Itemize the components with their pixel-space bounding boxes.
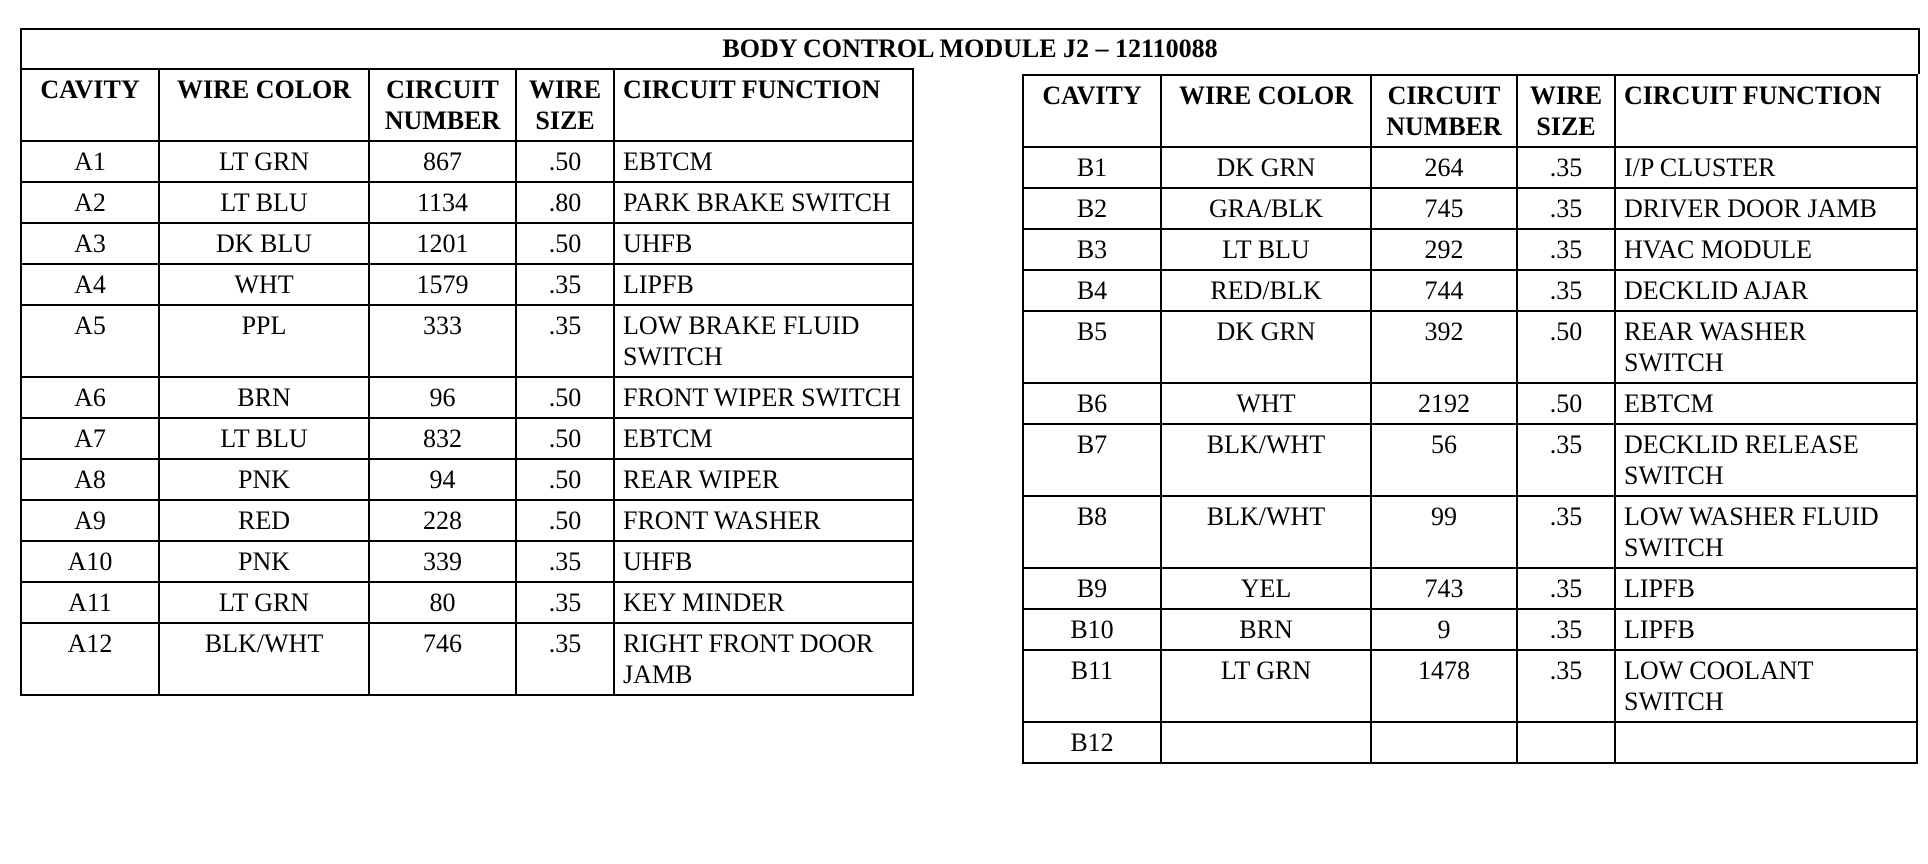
header-row [21, 69, 913, 141]
cavity-cell: A7 [21, 418, 159, 459]
wire-size-cell: .35 [1517, 650, 1615, 722]
circuit-number-cell: 333 [369, 305, 516, 377]
cavity-cell: A5 [21, 305, 159, 377]
wire-color-cell: BRN [159, 377, 369, 418]
table-row [21, 182, 913, 223]
circuit-function-cell: DRIVER DOOR JAMB [1615, 188, 1917, 229]
circuit-number-cell: 1201 [369, 223, 516, 264]
table-b-body [1023, 147, 1917, 763]
circuit-function-cell: HVAC MODULE [1615, 229, 1917, 270]
circuit-number-cell: 1579 [369, 264, 516, 305]
wire-size-cell: .35 [516, 305, 614, 377]
table-row [21, 418, 913, 459]
wire-color-cell: BLK/WHT [1161, 496, 1371, 568]
circuit-function-cell: LOW COOLANT SWITCH [1615, 650, 1917, 722]
circuit-function-cell: LOW WASHER FLUID SWITCH [1615, 496, 1917, 568]
circuit-number-cell: 94 [369, 459, 516, 500]
wire-size-cell: .35 [1517, 188, 1615, 229]
header-wire-size [1517, 75, 1615, 147]
circuit-function-cell [1615, 722, 1917, 763]
cavity-cell: A10 [21, 541, 159, 582]
header-circuit-function: CIRCUIT FUNCTION [1615, 75, 1917, 147]
circuit-number-cell: 1134 [369, 182, 516, 223]
header-circuit-function: CIRCUIT FUNCTION [614, 69, 913, 141]
wire-color-cell [1161, 722, 1371, 763]
header-wire-size [516, 69, 614, 141]
circuit-number-cell: 56 [1371, 424, 1517, 496]
circuit-number-cell: 867 [369, 141, 516, 182]
wire-color-cell: GRA/BLK [1161, 188, 1371, 229]
cavity-cell: A11 [21, 582, 159, 623]
cavity-cell: B6 [1023, 383, 1161, 424]
wire-color-cell: LT GRN [159, 141, 369, 182]
wire-table-b [1022, 74, 1918, 764]
table-a-body [21, 141, 913, 695]
header-cavity: CAVITY [21, 69, 159, 141]
wire-size-cell: .50 [516, 377, 614, 418]
header-circuit-number-line1: CIRCUIT [1387, 81, 1501, 110]
circuit-number-cell: 743 [1371, 568, 1517, 609]
header-wire-size-line1: WIRE [1529, 81, 1603, 110]
wire-size-cell: .35 [1517, 270, 1615, 311]
header-wire-size-line1: WIRE [528, 75, 602, 104]
wire-size-cell: .35 [1517, 147, 1615, 188]
table-row [21, 582, 913, 623]
header-wire-size-line2: SIZE [535, 106, 595, 135]
cavity-cell: B8 [1023, 496, 1161, 568]
wire-size-cell: .35 [1517, 229, 1615, 270]
table-row [1023, 311, 1917, 383]
wire-size-cell: .35 [1517, 496, 1615, 568]
cavity-cell: B1 [1023, 147, 1161, 188]
header-cavity: CAVITY [1023, 75, 1161, 147]
wire-color-cell: DK GRN [1161, 311, 1371, 383]
table-row [1023, 188, 1917, 229]
cavity-cell: B4 [1023, 270, 1161, 311]
table-title: BODY CONTROL MODULE J2 – 12110088 [20, 28, 1920, 68]
cavity-cell: B3 [1023, 229, 1161, 270]
table-row [1023, 650, 1917, 722]
circuit-function-cell: FRONT WASHER [614, 500, 913, 541]
frame-right-edge [1918, 28, 1920, 74]
wire-color-cell: RED [159, 500, 369, 541]
wire-size-cell: .50 [1517, 383, 1615, 424]
table-row [21, 223, 913, 264]
circuit-function-cell: LOW BRAKE FLUID SWITCH [614, 305, 913, 377]
cavity-cell: B11 [1023, 650, 1161, 722]
table-row [21, 500, 913, 541]
table-row [1023, 496, 1917, 568]
circuit-function-cell: LIPFB [1615, 568, 1917, 609]
table-row [1023, 424, 1917, 496]
cavity-cell: A9 [21, 500, 159, 541]
circuit-function-cell: EBTCM [614, 141, 913, 182]
circuit-number-cell: 99 [1371, 496, 1517, 568]
wire-table-a [20, 68, 914, 696]
wire-color-cell: WHT [1161, 383, 1371, 424]
cavity-cell: A6 [21, 377, 159, 418]
cavity-cell: A8 [21, 459, 159, 500]
cavity-cell: B9 [1023, 568, 1161, 609]
circuit-function-cell: I/P CLUSTER [1615, 147, 1917, 188]
wire-size-cell: .50 [516, 418, 614, 459]
table-row [21, 377, 913, 418]
wire-size-cell [1517, 722, 1615, 763]
wire-color-cell: BLK/WHT [1161, 424, 1371, 496]
wire-color-cell: LT BLU [159, 418, 369, 459]
cavity-cell: A2 [21, 182, 159, 223]
wire-size-cell: .35 [1517, 609, 1615, 650]
wire-color-cell: PNK [159, 541, 369, 582]
table-row [21, 305, 913, 377]
wire-color-cell: LT GRN [1161, 650, 1371, 722]
wire-size-cell: .80 [516, 182, 614, 223]
table-row [21, 623, 913, 695]
table-row [1023, 229, 1917, 270]
wire-size-cell: .35 [1517, 568, 1615, 609]
circuit-function-cell: UHFB [614, 223, 913, 264]
wire-size-cell: .50 [516, 500, 614, 541]
wire-color-cell: PNK [159, 459, 369, 500]
table-row [1023, 383, 1917, 424]
header-circuit-number-line2: NUMBER [384, 106, 501, 135]
circuit-number-cell [1371, 722, 1517, 763]
header-wire-color: WIRE COLOR [1161, 75, 1371, 147]
table-row [21, 141, 913, 182]
circuit-function-cell: RIGHT FRONT DOOR JAMB [614, 623, 913, 695]
table-row [21, 541, 913, 582]
circuit-number-cell: 264 [1371, 147, 1517, 188]
wire-color-cell: BLK/WHT [159, 623, 369, 695]
wire-size-cell: .35 [1517, 424, 1615, 496]
circuit-number-cell: 96 [369, 377, 516, 418]
table-row [1023, 568, 1917, 609]
table-row [1023, 270, 1917, 311]
cavity-cell: A1 [21, 141, 159, 182]
header-circuit-number-line2: NUMBER [1386, 112, 1502, 141]
circuit-function-cell: REAR WASHER SWITCH [1615, 311, 1917, 383]
circuit-number-cell: 832 [369, 418, 516, 459]
wire-color-cell: YEL [1161, 568, 1371, 609]
wire-color-cell: LT GRN [159, 582, 369, 623]
circuit-function-cell: DECKLID AJAR [1615, 270, 1917, 311]
table-row [1023, 609, 1917, 650]
circuit-number-cell: 228 [369, 500, 516, 541]
circuit-number-cell: 2192 [1371, 383, 1517, 424]
circuit-function-cell: FRONT WIPER SWITCH [614, 377, 913, 418]
wire-size-cell: .50 [516, 223, 614, 264]
circuit-number-cell: 392 [1371, 311, 1517, 383]
circuit-number-cell: 339 [369, 541, 516, 582]
circuit-number-cell: 9 [1371, 609, 1517, 650]
header-circuit-number [1371, 75, 1517, 147]
wire-color-cell: BRN [1161, 609, 1371, 650]
table-row [1023, 722, 1917, 763]
wire-size-cell: .50 [516, 141, 614, 182]
circuit-function-cell: KEY MINDER [614, 582, 913, 623]
header-circuit-number [369, 69, 516, 141]
circuit-number-cell: 1478 [1371, 650, 1517, 722]
wire-color-cell: LT BLU [159, 182, 369, 223]
circuit-function-cell: PARK BRAKE SWITCH [614, 182, 913, 223]
circuit-function-cell: EBTCM [614, 418, 913, 459]
wire-size-cell: .35 [516, 541, 614, 582]
wire-size-cell: .50 [516, 459, 614, 500]
circuit-function-cell: LIPFB [614, 264, 913, 305]
header-wire-size-line2: SIZE [1536, 112, 1596, 141]
circuit-function-cell: REAR WIPER [614, 459, 913, 500]
wire-color-cell: LT BLU [1161, 229, 1371, 270]
cavity-cell: B10 [1023, 609, 1161, 650]
cavity-cell: B7 [1023, 424, 1161, 496]
header-row [1023, 75, 1917, 147]
wire-color-cell: DK GRN [1161, 147, 1371, 188]
table-row [21, 264, 913, 305]
wire-color-cell: WHT [159, 264, 369, 305]
cavity-cell: A3 [21, 223, 159, 264]
cavity-cell: B12 [1023, 722, 1161, 763]
circuit-function-cell: LIPFB [1615, 609, 1917, 650]
circuit-function-cell: EBTCM [1615, 383, 1917, 424]
circuit-number-cell: 744 [1371, 270, 1517, 311]
cavity-cell: B2 [1023, 188, 1161, 229]
circuit-number-cell: 745 [1371, 188, 1517, 229]
wire-color-cell: DK BLU [159, 223, 369, 264]
wire-size-cell: .50 [1517, 311, 1615, 383]
cavity-cell: B5 [1023, 311, 1161, 383]
cavity-cell: A12 [21, 623, 159, 695]
wire-color-cell: RED/BLK [1161, 270, 1371, 311]
circuit-number-cell: 746 [369, 623, 516, 695]
circuit-number-cell: 80 [369, 582, 516, 623]
wire-color-cell: PPL [159, 305, 369, 377]
circuit-function-cell: DECKLID RELEASE SWITCH [1615, 424, 1917, 496]
wire-size-cell: .35 [516, 623, 614, 695]
circuit-number-cell: 292 [1371, 229, 1517, 270]
table-row [21, 459, 913, 500]
circuit-function-cell: UHFB [614, 541, 913, 582]
cavity-cell: A4 [21, 264, 159, 305]
header-circuit-number-line1: CIRCUIT [386, 75, 499, 104]
header-wire-color: WIRE COLOR [159, 69, 369, 141]
wire-size-cell: .35 [516, 582, 614, 623]
table-row [1023, 147, 1917, 188]
wire-size-cell: .35 [516, 264, 614, 305]
